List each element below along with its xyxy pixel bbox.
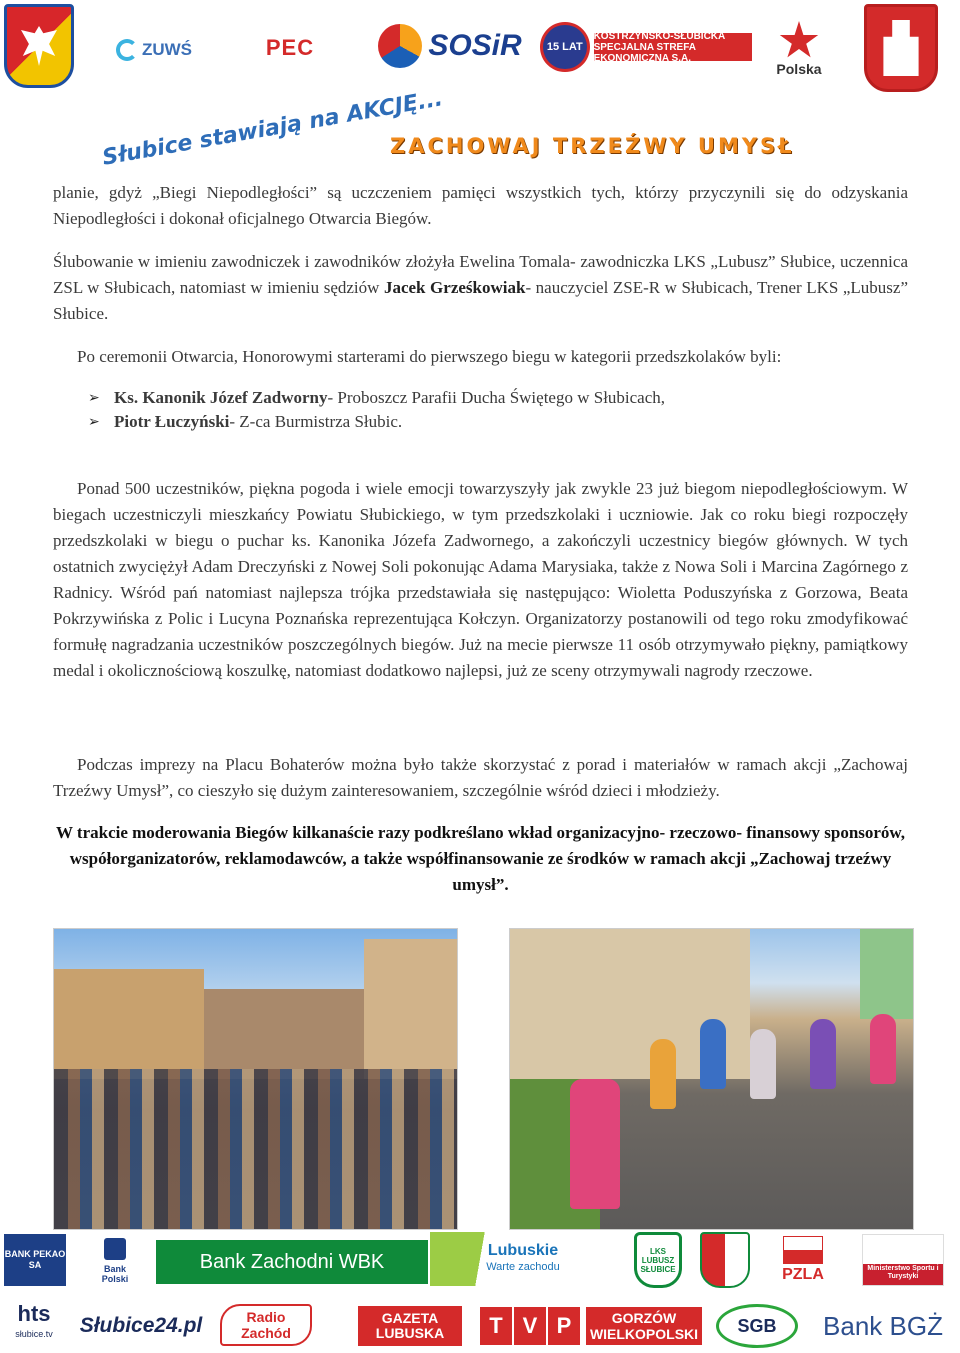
- ministry-logo: Ministerstwo Sportu i Turystyki: [862, 1234, 944, 1286]
- pec-logo: PEC: [265, 35, 315, 60]
- zuws-logo: ZUWŚ: [92, 22, 216, 78]
- region-crest-logo: [700, 1232, 750, 1288]
- lks-lubusz-logo: LKS LUBUSZ SŁUBICE: [634, 1232, 682, 1288]
- kssse-badge: 15 LAT: [540, 22, 590, 72]
- paragraph-opening: planie, gdyż „Biegi Niepodległości” są uczczeniem pamięci wszystkich tych, którzy przyczynili się do odzyskania Niepodległości i dokonał oficjalnego Otwarcia Biegów.: [53, 183, 908, 228]
- hts-logo: hts słubice.tv: [15, 1301, 53, 1339]
- bank-polski-logo: Bank Polski: [90, 1238, 140, 1284]
- bank-polski-mark-icon: [104, 1238, 126, 1260]
- top-logo-strip: [0, 0, 960, 96]
- crowd-photo: [53, 928, 458, 1230]
- wbk-logo: Bank Zachodni WBK: [156, 1240, 428, 1284]
- paragraph-campaign-stand: Podczas imprezy na Placu Bohaterów można było także skorzystać z porad i materiałów w ramach akcji „Zachowaj Trzeźwy Umysł”, co cieszyło się dużym zainteresowaniem, szczególnie wśród dzieci i młodzieży.: [53, 755, 908, 800]
- tvp-gorzow-logo: T V P GORZÓW WIELKOPOLSKI: [480, 1304, 702, 1348]
- city-crest-logo: [864, 4, 938, 92]
- lubuskie-logo: Lubuskie Warte zachodu: [430, 1232, 616, 1286]
- kssse-logo: [540, 20, 752, 74]
- campaign-banner: [0, 86, 960, 171]
- children-running-photo: [509, 928, 914, 1230]
- judge-name: Jacek Grześkowiak: [383, 278, 526, 297]
- sosir-logo: SOSiR: [368, 16, 532, 76]
- radio-zachod-logo: Radio Zachód: [220, 1304, 312, 1346]
- paragraph-oath: Ślubowanie w imieniu zawodniczek i zawodników złożyła Ewelina Tomala- zawodniczka LKS „Lubusz” Słubice, uczennica ZSL w Słubicach, natomiast w imieniu sędziów Jacek Grześkowiak- nauczyciel ZSE-R w Słubicach, Trener LKS „Lubusz” Słubice.: [53, 252, 908, 323]
- starters-list: [88, 386, 908, 434]
- county-crest-logo: [4, 4, 74, 88]
- campaign-slogan: Słubice stawiają na AKCJĘ...: [100, 86, 445, 171]
- gazeta-lubuska-logo: GAZETA LUBUSKA: [358, 1306, 462, 1346]
- star-icon: [779, 21, 819, 61]
- closing-statement: W trakcie moderowania Biegów kilkanaście razy podkreślano wkład organizacyjno- rzeczowo- finansowy sponsorów, współorganizatorów, reklamodawców, a także współfinansowanie ze środków w ramach akcji „Zachowaj trzeźwy umysł”.: [55, 823, 906, 894]
- sosir-mark-icon: [378, 24, 422, 68]
- pekao-logo: BANK PEKAO SA: [4, 1234, 66, 1286]
- slubice24-logo: Słubice24.pl: [79, 1314, 203, 1337]
- flag-icon: [783, 1236, 823, 1264]
- sgb-logo: SGB: [716, 1304, 798, 1348]
- polska-logo: Polska: [754, 16, 844, 82]
- arrow-bullet-icon: ➢: [88, 390, 100, 406]
- bank-bgz-logo: Bank BGŻ: [823, 1310, 943, 1341]
- eagle-icon: [21, 26, 57, 66]
- list-item: ➢ Piotr Łuczyński- Z-ca Burmistrza Słubic.: [88, 410, 908, 434]
- paragraph-results: Ponad 500 uczestników, piękna pogoda i wiele emocji towarzyszyły jak zwykle 23 już biegom niepodległościowym. W biegach uczestniczyli mieszkańcy Powiatu Słubickiego, w tym przedszkolaki i uczniowie. Jak co roku biegi rozpoczęły przedszkolaki w biegu o puchar ks. Kanonika Józefa Zadwornego, a zakończyli uczestnicy biegów głównych. W tych ostatnich zwyciężył Adam Dreczyński z Nowej Soli pokonując Adama Marysiaka, także z Nowa Soli i Marcina Zagórnego z Radnicy. Wśród pań natomiast najlepsza trójka przedstawiała się następująco: Wioletta Poduszyńska z Gorzowa, Beata Pokrzywińska z Polic i Lucyna Poznańska reprezentująca Kołczyn. Organizatorzy postanowili od tego roku zmodyfikować formułę nagradzania uczestników poszczególnych biegów. Już na mecie pierwsze 11 osób otrzymywało piękny, pamiątkowy medal i okolicznościową koszulkę, natomiast dodatkowo najlepsi, już ze sceny otrzymywali nagrody rzeczowe.: [53, 479, 908, 680]
- pzla-logo: PZLA: [774, 1232, 832, 1288]
- swirl-icon: [116, 39, 138, 61]
- campaign-title: ZACHOWAJ TRZEŹWY UMYSŁ: [390, 134, 795, 158]
- sponsor-logos: [0, 1230, 960, 1353]
- list-item: ➢ Ks. Kanonik Józef Zadworny- Proboszcz Parafii Ducha Świętego w Słubicach,: [88, 386, 908, 410]
- paragraph-starters-intro: Po ceremonii Otwarcia, Honorowymi starterami do pierwszego biegu w kategorii przedszkolaków byli:: [77, 347, 782, 366]
- kssse-band: KOSTRZYŃSKO-SŁUBICKA SPECJALNA STREFA EKONOMICZNA S.A.: [594, 33, 752, 61]
- tower-icon: [879, 20, 923, 76]
- arrow-bullet-icon: ➢: [88, 414, 100, 430]
